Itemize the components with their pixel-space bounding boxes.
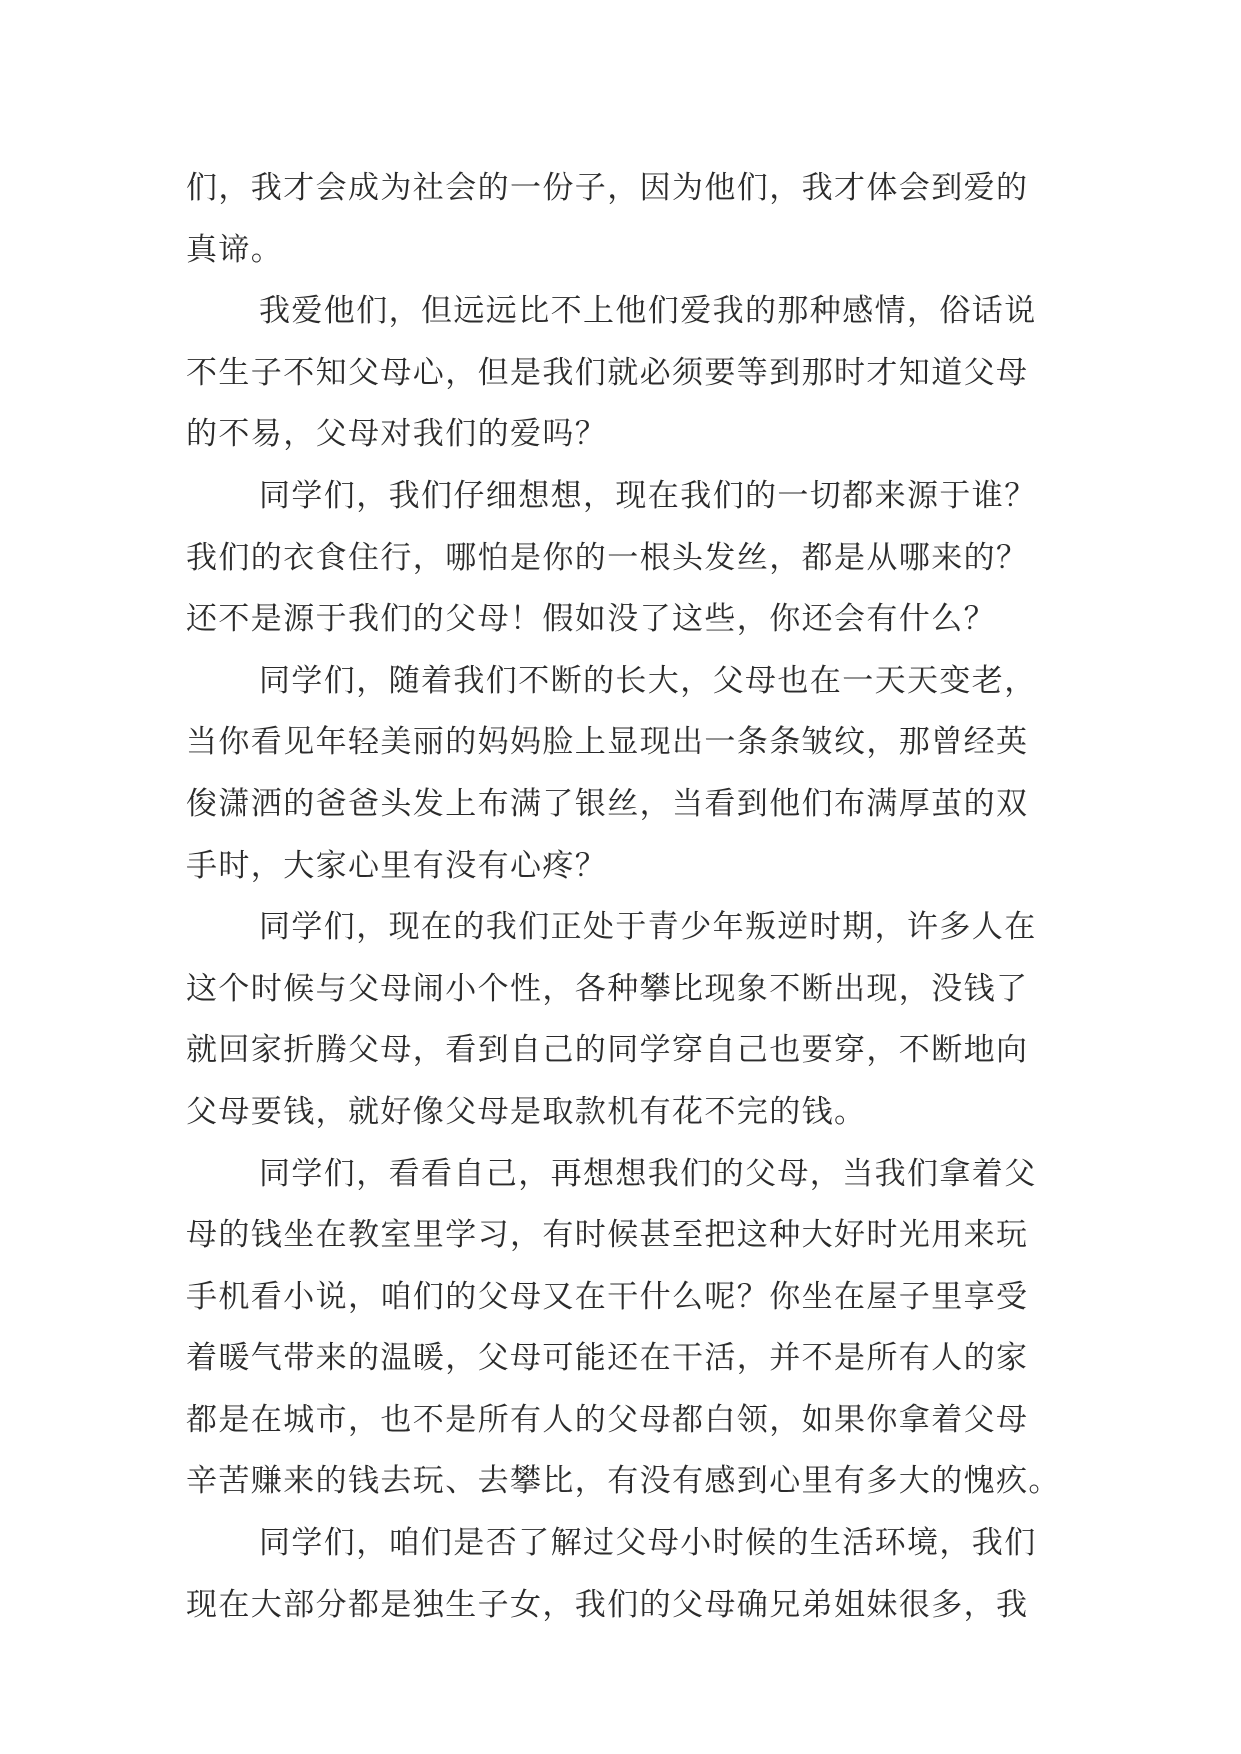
text-line: 俊潇洒的爸爸头发上布满了银丝，当看到他们布满厚茧的双 xyxy=(186,785,1029,822)
text-line: 同学们，我们仔细想想，现在我们的一切都来源于谁？ xyxy=(259,477,1037,514)
text-line: 手机看小说，咱们的父母又在干什么呢？你坐在屋子里享受 xyxy=(186,1278,1029,1315)
text-line: 同学们，随着我们不断的长大，父母也在一天天变老， xyxy=(259,662,1037,699)
text-line: 着暖气带来的温暖，父母可能还在干活，并不是所有人的家 xyxy=(186,1340,1029,1377)
text-line: 现在大部分都是独生子女，我们的父母确兄弟姐妹很多，我 xyxy=(186,1586,1029,1623)
text-line: 同学们，咱们是否了解过父母小时候的生活环境，我们 xyxy=(259,1525,1037,1562)
text-line: 我爱他们，但远远比不上他们爱我的那种感情，俗话说 xyxy=(259,293,1037,330)
text-line: 还不是源于我们的父母！假如没了这些，你还会有什么？ xyxy=(186,601,996,638)
text-line: 都是在城市，也不是所有人的父母都白领，如果你拿着父母 xyxy=(186,1401,1029,1438)
text-line: 手时，大家心里有没有心疼？ xyxy=(186,847,608,884)
text-line: 真谛。 xyxy=(186,231,284,268)
text-line: 同学们，看看自己，再想想我们的父母，当我们拿着父 xyxy=(259,1155,1037,1192)
text-line: 们，我才会成为社会的一份子，因为他们，我才体会到爱的 xyxy=(186,170,1029,206)
text-line: 父母要钱，就好像父母是取款机有花不完的钱。 xyxy=(186,1093,867,1130)
text-line: 辛苦赚来的钱去玩、去攀比，有没有感到心里有多大的愧疚。 xyxy=(186,1463,1061,1500)
text-line: 的不易，父母对我们的爱吗？ xyxy=(186,416,608,453)
document-body xyxy=(186,158,1086,1636)
text-line: 我们的衣食住行，哪怕是你的一根头发丝，都是从哪来的？ xyxy=(186,539,1029,576)
text-line: 同学们，现在的我们正处于青少年叛逆时期，许多人在 xyxy=(259,909,1037,946)
text-line: 不生子不知父母心，但是我们就必须要等到那时才知道父母 xyxy=(186,354,1029,391)
text-line: 这个时候与父母闹小个性，各种攀比现象不断出现，没钱了 xyxy=(186,970,1029,1007)
text-line: 就回家折腾父母，看到自己的同学穿自己也要穿，不断地向 xyxy=(186,1032,1029,1069)
text-line: 当你看见年轻美丽的妈妈脸上显现出一条条皱纹，那曾经英 xyxy=(186,724,1029,761)
text-line: 母的钱坐在教室里学习，有时候甚至把这种大好时光用来玩 xyxy=(186,1217,1029,1254)
